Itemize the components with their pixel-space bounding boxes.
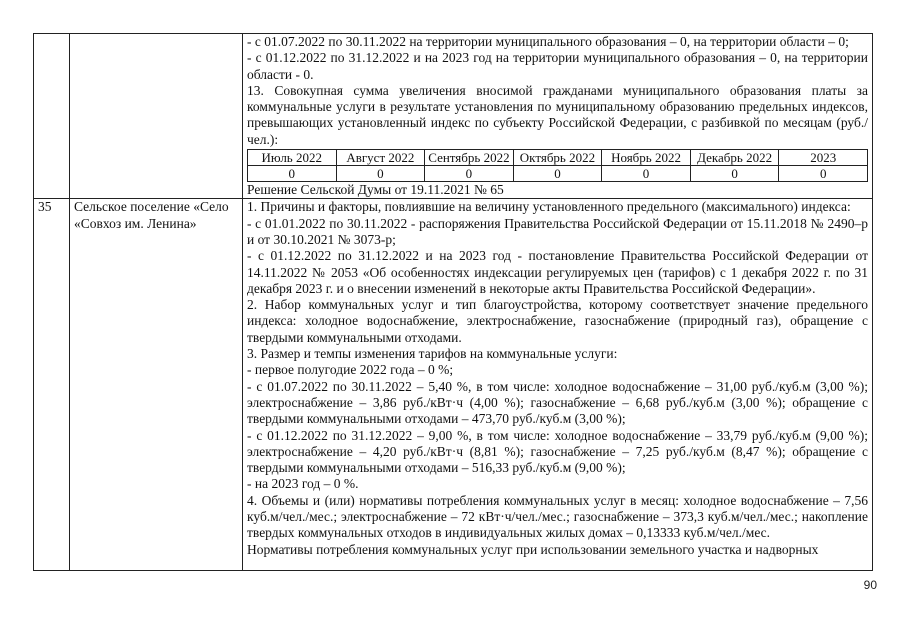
content-paragraph: - с 01.12.2022 по 31.12.2022 – 9,00 %, в том числе: холодное водоснабжение – 33,79 руб./куб.м (9,00 %); электроснабжение – 4,20 руб./кВт·ч (8,81 %); газоснабжение – 7,25 руб./куб.м (8,47 %); обращение с твердыми коммунальными отходами – 516,33 руб./куб.м (9,00 %); <box>247 427 868 476</box>
monthly-increase-table <box>247 149 868 182</box>
month-header-cell: 2023 <box>779 150 868 166</box>
content-paragraph: - первое полугодие 2022 года – 0 %; <box>247 362 454 378</box>
month-header-cell: Октябрь 2022 <box>513 150 602 166</box>
decision-reference: Решение Сельской Думы от 19.11.2021 № 65 <box>247 182 504 198</box>
month-value-cell: 0 <box>336 166 425 182</box>
content-paragraph: - с 01.07.2022 по 30.11.2022 – 5,40 %, в том числе: холодное водоснабжение – 31,00 руб./куб.м (3,00 %); электроснабжение – 3,86 руб./кВт·ч (4,00 %); газоснабжение – 6,68 руб./куб.м (3,00 %); обращение с твердыми коммунальными отходами – 473,70 руб./куб.м (3,00 %); <box>247 378 868 427</box>
month-header-cell: Декабрь 2022 <box>690 150 779 166</box>
table-row <box>34 199 873 571</box>
month-value-cell: 0 <box>425 166 514 182</box>
month-header-cell: Июль 2022 <box>248 150 337 166</box>
content-paragraph: 13. Совокупная сумма увеличения вносимой гражданами муниципального образования платы за коммунальные услуги в результате установления по муниципальному образованию предельных индексов, превышающих установленный индекс по субъекту Российской Федерации, с разбивкой по месяцам (руб./чел.): <box>247 82 868 147</box>
content-paragraph: - с 01.12.2022 по 31.12.2022 и на 2023 год - постановление Правительства Российской Федерации от 14.11.2022 № 2053 «Об особенностях индексации регулируемых цен (тарифов) с 1 декабря 2022 г. по 31 декабря 2023 г. и о внесении изменений в некоторые акты Правительства Российской Федерации». <box>247 248 868 296</box>
month-value-cell: 0 <box>248 166 337 182</box>
content-paragraph: 1. Причины и факторы, повлиявшие на величину установленного предельного (максимального) индекса: <box>247 199 851 215</box>
content-paragraph: - с 01.01.2022 по 30.11.2022 - распоряжения Правительства Российской Федерации от 15.11.2018 № 2490–р и от 30.10.2021 № 3073-р; <box>247 215 868 247</box>
month-header-cell: Ноябрь 2022 <box>602 150 691 166</box>
content-paragraph: Нормативы потребления коммунальных услуг при использовании земельного участка и надворных <box>247 541 819 557</box>
month-value-cell: 0 <box>690 166 779 182</box>
content-paragraph: - на 2023 год – 0 %. <box>247 476 359 492</box>
content-paragraph: 4. Объемы и (или) нормативы потребления коммунальных услуг в месяц: холодное водоснабжение – 7,56 куб.м/чел./мес.; электроснабжение – 72 кВт·ч/чел./мес.; газоснабжение – 373,3 куб.м/чел./мес.; накопление твердых коммунальных отходов в индивидуальных жилых домах – 0,13333 куб.м/чел./мес. <box>247 492 868 541</box>
page-number: 90 <box>863 578 877 592</box>
content-paragraph: - с 01.12.2022 по 31.12.2022 и на 2023 год на территории муниципального образования – 0, на территории области - 0. <box>247 50 868 82</box>
month-header-cell: Август 2022 <box>336 150 425 166</box>
row-content-cell <box>243 199 873 571</box>
content-paragraph: - с 01.07.2022 по 30.11.2022 на территории муниципального образования – 0, на территории области – 0; <box>247 34 849 49</box>
month-value-cell: 0 <box>602 166 691 182</box>
municipality-name-cell <box>70 34 243 199</box>
row-number-cell <box>34 34 70 199</box>
content-paragraph: 2. Набор коммунальных услуг и тип благоустройства, которому соответствует значение предельного индекса: холодное водоснабжение, электроснабжение, газоснабжение (природный газ), обращение с твердыми коммунальными отходами. <box>247 297 868 345</box>
month-value-cell: 0 <box>513 166 602 182</box>
month-value-cell: 0 <box>779 166 868 182</box>
municipality-name-cell: Сельское поселение «Село «Совхоз им. Ленина» <box>70 199 243 571</box>
row-number-cell: 35 <box>34 199 70 571</box>
month-header-cell: Сентябрь 2022 <box>425 150 514 166</box>
table-row <box>34 34 873 199</box>
row-content-cell <box>243 34 873 199</box>
content-paragraph: 3. Размер и темпы изменения тарифов на коммунальные услуги: <box>247 346 618 362</box>
month-values-row <box>248 166 868 182</box>
months-header-row <box>248 150 868 166</box>
document-table <box>33 33 873 571</box>
